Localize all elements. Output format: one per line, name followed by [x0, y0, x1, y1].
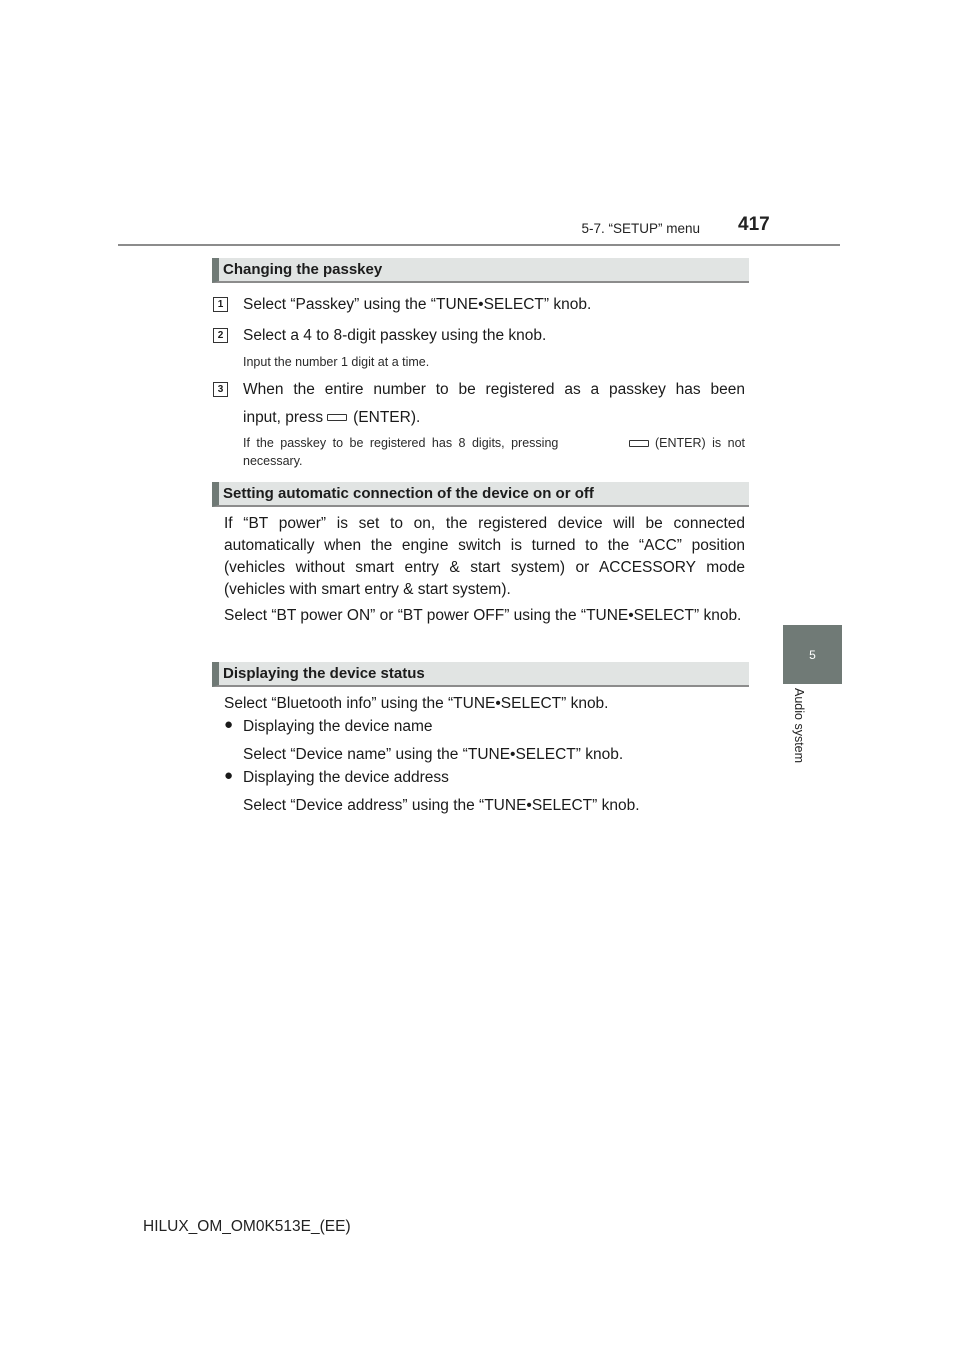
- enter-button-icon-note: [629, 440, 649, 447]
- step-3-text-pre: input, press: [243, 409, 324, 426]
- step-3-text-line1: When the entire number to be registered as a passkey has been: [243, 381, 745, 398]
- auto-connection-paragraph-2: Select “BT power ON” or “BT power OFF” using the “TUNE•SELECT” knob.: [224, 607, 742, 624]
- step-number-3: 3: [213, 382, 228, 397]
- section-heading-text: Changing the passkey: [223, 261, 383, 278]
- bullet-icon: ●: [224, 716, 234, 733]
- step-3-note-line2: necessary.: [243, 454, 303, 468]
- device-status-item-1-label: Displaying the device name: [243, 718, 433, 735]
- step-3-note-pre: If the passkey to be registered has 8 digits, pressing: [243, 436, 559, 450]
- device-status-item-1-detail: Select “Device name” using the “TUNE•SELECT” knob.: [243, 746, 624, 763]
- chapter-label: Audio system: [792, 688, 806, 764]
- section-heading-auto-connection: [212, 482, 749, 507]
- device-status-item-2-label: Displaying the device address: [243, 769, 449, 786]
- step-3-text-line2: [243, 407, 420, 429]
- enter-button-icon: [327, 414, 347, 421]
- step-3-text-post: (ENTER).: [353, 409, 421, 426]
- step-number-2: 2: [213, 328, 228, 343]
- section-heading-device-status: [212, 662, 749, 687]
- footer-doc-code: HILUX_OM_OM0K513E_(EE): [143, 1218, 351, 1235]
- section-heading-changing-passkey: [212, 258, 749, 283]
- chapter-tab: [783, 625, 842, 684]
- header-divider: [118, 244, 840, 246]
- page-number: 417: [738, 214, 770, 235]
- header-section-title: 5-7. “SETUP” menu: [581, 221, 700, 236]
- device-status-intro: Select “Bluetooth info” using the “TUNE•SELECT” knob.: [224, 695, 609, 712]
- step-2-text: Select a 4 to 8-digit passkey using the knob.: [243, 327, 547, 344]
- chapter-number: 5: [809, 647, 816, 662]
- step-3-note-line1: [243, 436, 745, 451]
- step-3-note-post: (ENTER) is not: [654, 436, 745, 450]
- auto-connection-paragraph-1: If “BT power” is set to on, the registered device will be connected automatically when the engine switch is turned to the “ACC” position (vehicles without smart entry & start system) or ACCESSORY mode (vehicles with smart entry & start system).: [224, 515, 745, 598]
- step-1-text: Select “Passkey” using the “TUNE•SELECT” knob.: [243, 296, 592, 313]
- bullet-icon: ●: [224, 767, 234, 784]
- section-heading-text: Setting automatic connection of the device on or off: [223, 485, 594, 502]
- step-number-1: 1: [213, 297, 228, 312]
- section-heading-text: Displaying the device status: [223, 665, 425, 682]
- device-status-item-2-detail: Select “Device address” using the “TUNE•SELECT” knob.: [243, 797, 640, 814]
- step-2-note: Input the number 1 digit at a time.: [243, 355, 430, 369]
